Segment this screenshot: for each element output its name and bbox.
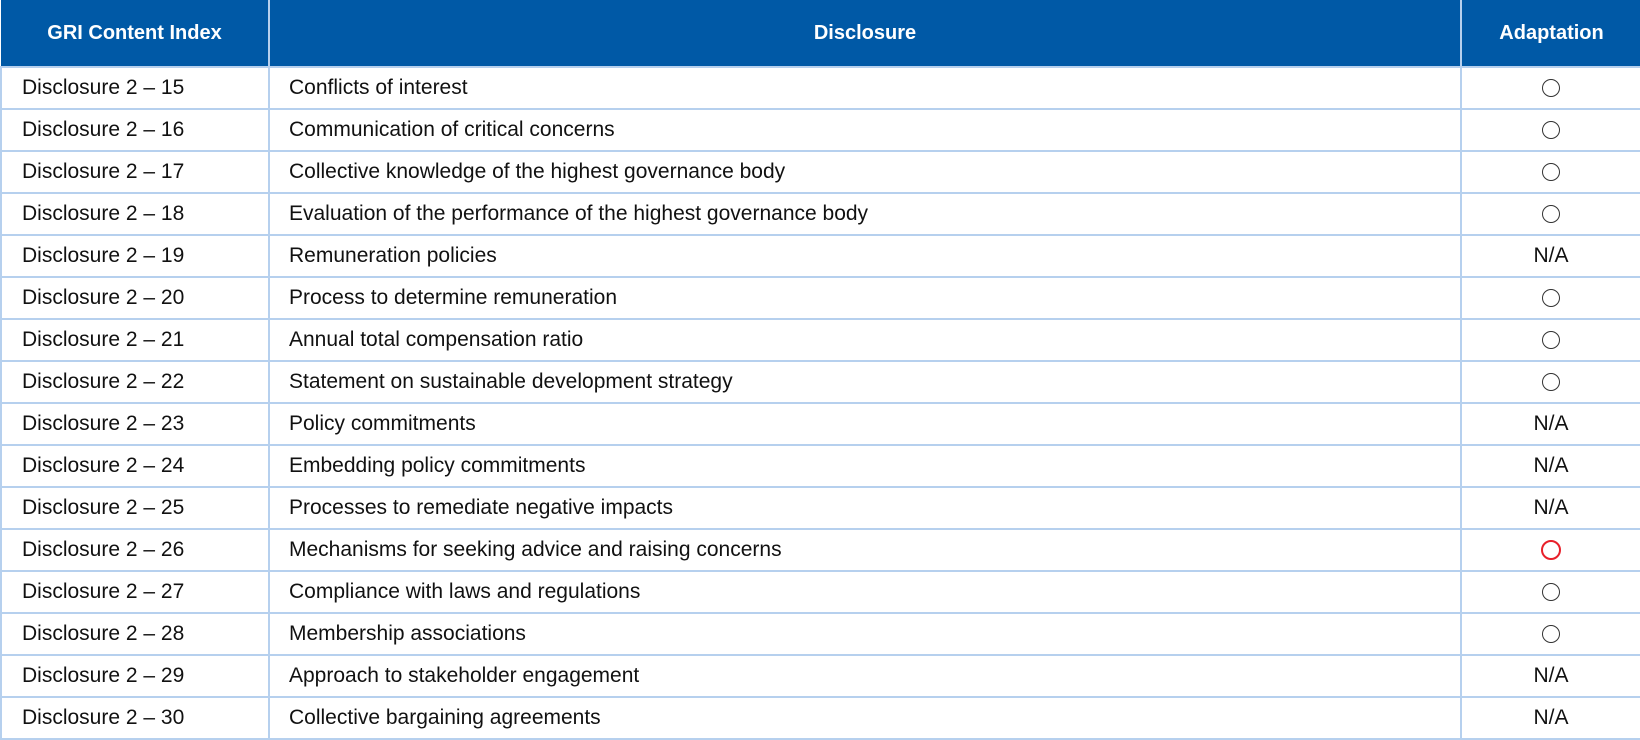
adaptation-cell bbox=[1461, 277, 1640, 319]
table-row bbox=[1, 529, 1640, 571]
disclosure-code-cell: Disclosure 2 – 30 bbox=[1, 697, 269, 739]
disclosure-code-cell: Disclosure 2 – 21 bbox=[1, 319, 269, 361]
table-row bbox=[1, 571, 1640, 613]
table-row bbox=[1, 361, 1640, 403]
circle-icon bbox=[1542, 625, 1560, 643]
disclosure-title-cell: Process to determine remuneration bbox=[269, 277, 1461, 319]
disclosure-title-cell: Statement on sustainable development strategy bbox=[269, 361, 1461, 403]
disclosure-title-cell: Remuneration policies bbox=[269, 235, 1461, 277]
header-adaptation: Adaptation bbox=[1461, 0, 1640, 67]
disclosure-code-cell: Disclosure 2 – 22 bbox=[1, 361, 269, 403]
disclosure-title-cell: Compliance with laws and regulations bbox=[269, 571, 1461, 613]
circle-icon bbox=[1542, 79, 1560, 97]
not-applicable-text: N/A bbox=[1533, 412, 1569, 435]
table-row bbox=[1, 319, 1640, 361]
table-row bbox=[1, 655, 1640, 697]
table-row bbox=[1, 487, 1640, 529]
disclosure-title-cell: Approach to stakeholder engagement bbox=[269, 655, 1461, 697]
red-circle-icon bbox=[1541, 540, 1561, 560]
table-row bbox=[1, 445, 1640, 487]
table-row bbox=[1, 613, 1640, 655]
disclosure-code-cell: Disclosure 2 – 29 bbox=[1, 655, 269, 697]
adaptation-cell bbox=[1461, 403, 1640, 445]
not-applicable-text: N/A bbox=[1533, 706, 1569, 729]
not-applicable-text: N/A bbox=[1533, 496, 1569, 519]
table-row bbox=[1, 403, 1640, 445]
header-disclosure: Disclosure bbox=[269, 0, 1461, 67]
adaptation-cell bbox=[1461, 67, 1640, 109]
disclosure-title-cell: Evaluation of the performance of the highest governance body bbox=[269, 193, 1461, 235]
disclosure-title-cell: Communication of critical concerns bbox=[269, 109, 1461, 151]
adaptation-cell bbox=[1461, 445, 1640, 487]
disclosure-code-cell: Disclosure 2 – 20 bbox=[1, 277, 269, 319]
disclosure-code-cell: Disclosure 2 – 16 bbox=[1, 109, 269, 151]
adaptation-cell bbox=[1461, 151, 1640, 193]
circle-icon bbox=[1542, 583, 1560, 601]
disclosure-title-cell: Collective bargaining agreements bbox=[269, 697, 1461, 739]
adaptation-cell bbox=[1461, 529, 1640, 571]
adaptation-cell bbox=[1461, 319, 1640, 361]
disclosure-title-cell: Embedding policy commitments bbox=[269, 445, 1461, 487]
adaptation-cell bbox=[1461, 235, 1640, 277]
circle-icon bbox=[1542, 289, 1560, 307]
circle-icon bbox=[1542, 121, 1560, 139]
disclosure-title-cell: Processes to remediate negative impacts bbox=[269, 487, 1461, 529]
disclosure-code-cell: Disclosure 2 – 15 bbox=[1, 67, 269, 109]
adaptation-cell bbox=[1461, 109, 1640, 151]
disclosure-title-cell: Membership associations bbox=[269, 613, 1461, 655]
disclosure-code-cell: Disclosure 2 – 24 bbox=[1, 445, 269, 487]
header-gri-content-index: GRI Content Index bbox=[1, 0, 269, 67]
table-header bbox=[1, 0, 1640, 67]
circle-icon bbox=[1542, 205, 1560, 223]
not-applicable-text: N/A bbox=[1533, 664, 1569, 687]
not-applicable-text: N/A bbox=[1533, 454, 1569, 477]
adaptation-cell bbox=[1461, 487, 1640, 529]
disclosure-code-cell: Disclosure 2 – 25 bbox=[1, 487, 269, 529]
table-row bbox=[1, 151, 1640, 193]
disclosure-code-cell: Disclosure 2 – 28 bbox=[1, 613, 269, 655]
adaptation-cell bbox=[1461, 571, 1640, 613]
disclosure-code-cell: Disclosure 2 – 23 bbox=[1, 403, 269, 445]
table-row bbox=[1, 277, 1640, 319]
adaptation-cell bbox=[1461, 697, 1640, 739]
disclosure-title-cell: Policy commitments bbox=[269, 403, 1461, 445]
circle-icon bbox=[1542, 163, 1560, 181]
disclosure-code-cell: Disclosure 2 – 19 bbox=[1, 235, 269, 277]
table-row bbox=[1, 697, 1640, 739]
adaptation-cell bbox=[1461, 613, 1640, 655]
disclosure-code-cell: Disclosure 2 – 26 bbox=[1, 529, 269, 571]
circle-icon bbox=[1542, 331, 1560, 349]
adaptation-cell bbox=[1461, 193, 1640, 235]
disclosure-code-cell: Disclosure 2 – 27 bbox=[1, 571, 269, 613]
table-row bbox=[1, 67, 1640, 109]
circle-icon bbox=[1542, 373, 1560, 391]
table-row bbox=[1, 193, 1640, 235]
disclosure-title-cell: Conflicts of interest bbox=[269, 67, 1461, 109]
disclosure-title-cell: Mechanisms for seeking advice and raising concerns bbox=[269, 529, 1461, 571]
table-row bbox=[1, 109, 1640, 151]
disclosure-title-cell: Collective knowledge of the highest governance body bbox=[269, 151, 1461, 193]
disclosure-title-cell: Annual total compensation ratio bbox=[269, 319, 1461, 361]
disclosure-code-cell: Disclosure 2 – 17 bbox=[1, 151, 269, 193]
disclosure-code-cell: Disclosure 2 – 18 bbox=[1, 193, 269, 235]
table-body bbox=[1, 67, 1640, 739]
table-row bbox=[1, 235, 1640, 277]
adaptation-cell bbox=[1461, 361, 1640, 403]
adaptation-cell bbox=[1461, 655, 1640, 697]
not-applicable-text: N/A bbox=[1533, 244, 1569, 267]
